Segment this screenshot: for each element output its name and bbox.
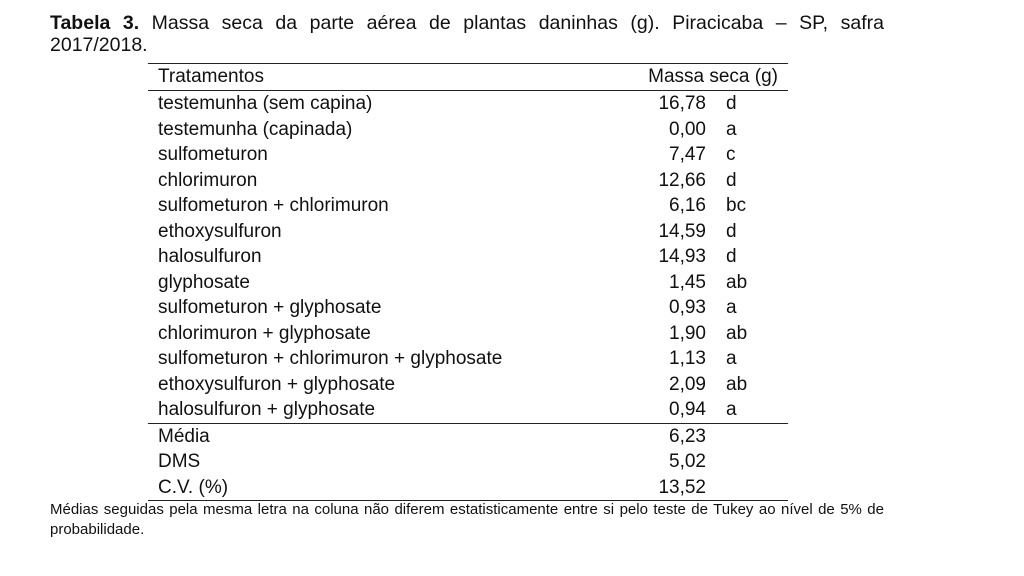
- significance-letter: ab: [726, 271, 748, 293]
- treatment-name: sulfometuron + chlorimuron: [158, 195, 389, 216]
- dry-mass-value: 1,13: [669, 348, 706, 369]
- table-row: [148, 193, 788, 219]
- table-row: [148, 397, 788, 423]
- dry-mass-value: 0,94: [669, 399, 706, 420]
- table-stats: [148, 423, 788, 501]
- table-body: [148, 91, 788, 423]
- significance-letter: ab: [726, 322, 748, 344]
- table-row: [148, 321, 788, 347]
- dry-mass-value: 12,66: [658, 169, 706, 191]
- treatment-name: glyphosate: [158, 271, 250, 293]
- data-table: [148, 63, 788, 501]
- stat-label: C.V. (%): [158, 476, 229, 498]
- dry-mass-value: 0,00: [669, 118, 706, 140]
- significance-letter: d: [726, 93, 737, 114]
- stat-value: 6,23: [669, 425, 706, 447]
- significance-letter: bc: [726, 195, 747, 216]
- significance-letter: d: [726, 169, 737, 191]
- dry-mass-value: 0,93: [669, 297, 706, 318]
- table-caption-text: Massa seca da parte aérea de plantas daninhas (g). Piracicaba – SP, safra 2017/2018.: [50, 12, 884, 56]
- dry-mass-value: 6,16: [669, 195, 706, 216]
- stat-label: Média: [158, 425, 210, 447]
- treatment-name: chlorimuron + glyphosate: [158, 322, 371, 344]
- table-row: [148, 117, 788, 143]
- table-row: [148, 168, 788, 194]
- treatment-name: ethoxysulfuron: [158, 220, 282, 242]
- table-row: [148, 142, 788, 168]
- dry-mass-value: 1,90: [669, 322, 706, 344]
- table-caption-label: Tabela 3.: [50, 12, 140, 34]
- table-caption: [50, 12, 884, 56]
- dry-mass-value: 14,59: [658, 220, 706, 242]
- significance-letter: d: [726, 220, 737, 242]
- treatment-name: sulfometuron + glyphosate: [158, 297, 382, 318]
- dry-mass-value: 7,47: [669, 144, 706, 165]
- table-row: [148, 346, 788, 372]
- significance-letter: a: [726, 399, 737, 420]
- stat-row: [148, 424, 788, 450]
- treatment-name: halosulfuron: [158, 246, 262, 267]
- table-row: [148, 295, 788, 321]
- treatment-name: halosulfuron + glyphosate: [158, 399, 376, 420]
- table-row: [148, 270, 788, 296]
- treatment-name: sulfometuron + chlorimuron + glyphosate: [158, 348, 503, 369]
- table-footnote: Médias seguidas pela mesma letra na coluna não diferem estatisticamente entre si pelo teste de Tukey ao nível de 5% de probabilidade.: [50, 501, 884, 538]
- stat-row: [148, 475, 788, 501]
- treatment-name: testemunha (sem capina): [158, 93, 373, 114]
- stat-value: 5,02: [669, 451, 706, 472]
- treatment-name: ethoxysulfuron + glyphosate: [158, 373, 396, 395]
- significance-letter: ab: [726, 373, 748, 395]
- treatment-name: chlorimuron: [158, 169, 258, 191]
- table-row: [148, 244, 788, 270]
- dry-mass-value: 1,45: [669, 271, 706, 293]
- dry-mass-value: 16,78: [658, 93, 706, 114]
- significance-letter: a: [726, 118, 737, 140]
- treatment-name: testemunha (capinada): [158, 118, 353, 140]
- significance-letter: a: [726, 297, 737, 318]
- header-dry-mass: Massa seca (g): [648, 66, 778, 87]
- table-row: [148, 91, 788, 117]
- table-row: [148, 372, 788, 398]
- dry-mass-value: 14,93: [658, 246, 706, 267]
- table-header-row: [148, 64, 788, 91]
- stat-value: 13,52: [658, 476, 706, 498]
- stat-row: [148, 449, 788, 475]
- table-row: [148, 219, 788, 245]
- header-treatment: Tratamentos: [158, 66, 264, 87]
- significance-letter: d: [726, 246, 737, 267]
- stat-label: DMS: [158, 451, 201, 472]
- significance-letter: c: [726, 144, 736, 165]
- treatment-name: sulfometuron: [158, 144, 268, 165]
- significance-letter: a: [726, 348, 737, 369]
- dry-mass-value: 2,09: [669, 373, 706, 395]
